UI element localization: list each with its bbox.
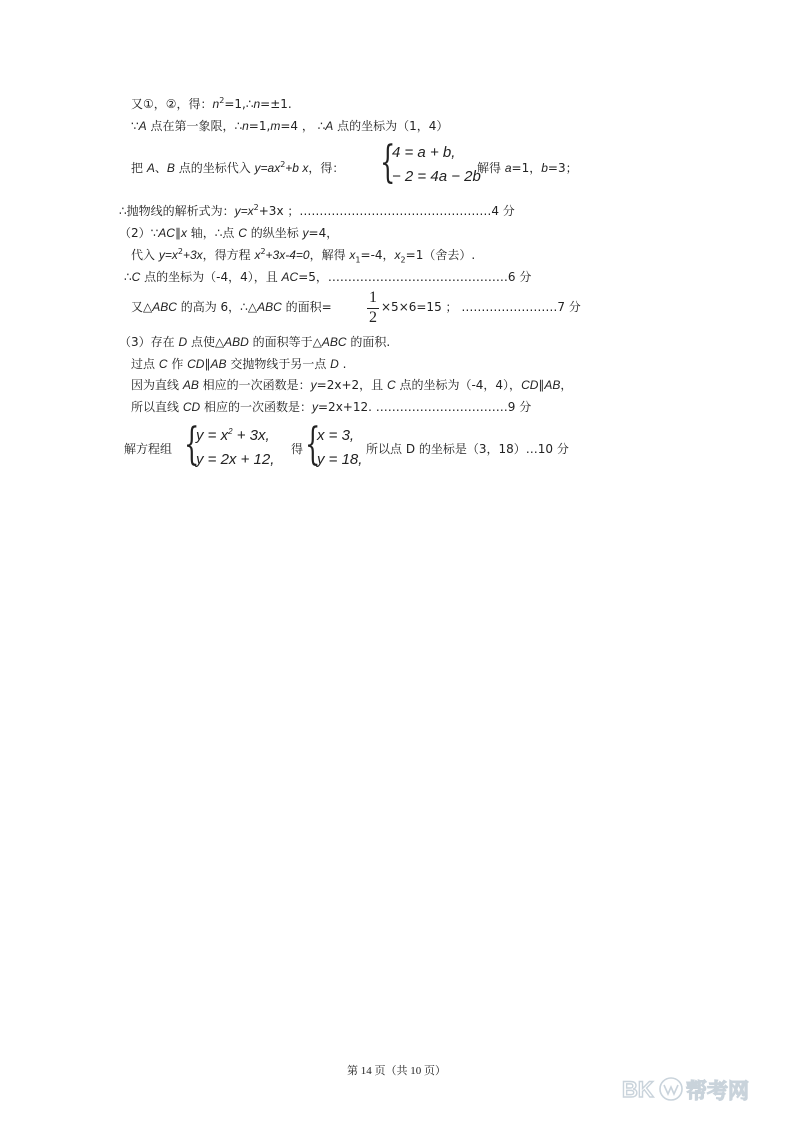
exponent: 2 xyxy=(253,203,259,212)
var: ABC xyxy=(152,300,177,314)
formula: y=x xyxy=(234,204,254,218)
text: ，得方程 xyxy=(202,248,255,262)
var: C xyxy=(386,378,396,392)
var: C xyxy=(158,357,168,371)
var: x xyxy=(349,248,356,262)
var: y xyxy=(312,400,318,414)
equation-row xyxy=(196,427,270,444)
solution-line-3-result xyxy=(477,160,578,176)
text: =1, xyxy=(248,119,271,133)
text: 的面积等于△ xyxy=(248,335,322,349)
solution-line-2 xyxy=(131,118,448,134)
text: 解方程组 xyxy=(124,442,173,456)
var: n xyxy=(242,119,249,133)
text: 作 xyxy=(167,357,188,371)
var: x xyxy=(394,248,401,262)
text: =4 ， ∴ xyxy=(280,119,326,133)
exponent: 2 xyxy=(260,247,266,256)
text: ∴抛物线的解析式为： xyxy=(119,204,235,218)
var: CD xyxy=(187,357,205,371)
text: 过点 xyxy=(131,357,159,371)
var: ABD xyxy=(224,335,249,349)
text: 解得 xyxy=(477,161,505,175)
solution-line-5 xyxy=(119,225,338,241)
text: ∥ xyxy=(204,357,211,371)
var: B xyxy=(166,161,175,175)
text: 的面积= xyxy=(281,300,332,314)
var: y xyxy=(302,226,309,240)
formula: x xyxy=(254,248,261,262)
text: 又△ xyxy=(131,300,153,314)
text: 点的坐标为（-4，4），且 xyxy=(140,270,282,284)
exponent: 2 xyxy=(228,427,233,436)
text: =2x+12. ……………………………9 分 xyxy=(318,400,532,414)
solution-line-8-tail xyxy=(381,299,581,315)
var: A xyxy=(146,161,155,175)
formula: y=ax xyxy=(254,161,281,175)
text: 的纵坐标 xyxy=(246,226,303,240)
page-number: 第 14 页（共 10 页） xyxy=(347,1065,446,1077)
text: （3）存在 xyxy=(119,335,179,349)
equation-row: y = 18, xyxy=(317,451,363,468)
var: C xyxy=(131,270,141,284)
text: =2x+2，且 xyxy=(316,378,387,392)
solution-line-6 xyxy=(131,247,475,263)
var: ABC xyxy=(321,335,347,349)
text: 把 xyxy=(131,161,147,175)
text: 交抛物线于另一点 xyxy=(226,357,331,371)
text: ，解得 xyxy=(309,248,350,262)
text: ，得： xyxy=(308,161,345,175)
text: =4， xyxy=(308,226,339,240)
solution-line-9 xyxy=(119,334,390,350)
var: AB xyxy=(544,378,561,392)
equation-part: + 3x, xyxy=(232,427,270,444)
text: 轴，∴点 xyxy=(186,226,239,240)
text: 的高为 6，∴△ xyxy=(176,300,258,314)
formula: +b x xyxy=(285,161,309,175)
formula: y=x xyxy=(158,248,178,262)
text: 点的坐标为（1，4） xyxy=(333,119,449,133)
text: 点使△ xyxy=(187,335,225,349)
text: =-4， xyxy=(360,248,395,262)
text: =3； xyxy=(547,161,578,175)
watermark-logo xyxy=(622,1072,772,1106)
fraction-one-half xyxy=(367,289,379,329)
text: ∵ xyxy=(131,119,139,133)
left-brace: { xyxy=(184,419,200,470)
text: 点的坐标为（-4，4）， xyxy=(395,378,522,392)
var: D xyxy=(330,357,339,371)
exponent: 2 xyxy=(177,247,183,256)
var: AC xyxy=(158,226,175,240)
watermark-w-icon xyxy=(664,1085,678,1094)
equation-part: y = x xyxy=(196,427,229,444)
text: . xyxy=(338,357,347,371)
var: AB xyxy=(182,378,199,392)
var: C xyxy=(238,226,247,240)
text: ， xyxy=(560,378,573,392)
subscript: 2 xyxy=(400,255,406,265)
exponent: 2 xyxy=(280,160,286,169)
equation-system-3 xyxy=(305,419,365,475)
text: 相应的一次函数是： xyxy=(200,400,312,414)
formula: +3x xyxy=(182,248,203,262)
var: AC xyxy=(281,270,299,284)
text: 相应的一次函数是： xyxy=(198,378,311,392)
watermark-brand-text: BK xyxy=(622,1077,654,1102)
numerator: 1 xyxy=(369,289,377,306)
text: =1,∴ xyxy=(224,97,254,111)
watermark-cn-text: 帮考网 xyxy=(686,1079,749,1103)
left-brace: { xyxy=(305,419,321,470)
text: =±1. xyxy=(260,97,292,111)
solution-line-3 xyxy=(131,160,344,176)
text: 点的坐标代入 xyxy=(174,161,255,175)
text: ；…………………………………………4 分 xyxy=(283,204,515,218)
text: 代入 xyxy=(131,248,159,262)
text: =1（舍去）. xyxy=(405,248,476,262)
denominator: 2 xyxy=(369,309,377,326)
var: D xyxy=(178,335,188,349)
exponent: 2 xyxy=(219,96,225,105)
text: 的面积. xyxy=(346,335,391,349)
text: =5，………………………………………6 分 xyxy=(298,270,532,284)
equation-row: 4 = a + b, xyxy=(392,144,456,161)
text: =1， xyxy=(511,161,542,175)
subscript: 1 xyxy=(355,255,361,265)
left-brace: { xyxy=(380,137,396,188)
text: 得 xyxy=(291,442,304,456)
solution-line-4 xyxy=(119,203,515,219)
text: 又①，②，得： xyxy=(131,97,213,111)
var: A xyxy=(138,119,147,133)
formula: +3x-4=0 xyxy=(265,248,310,262)
solution-line-11 xyxy=(131,377,572,393)
formula: +3x xyxy=(258,204,284,218)
solution-line-1 xyxy=(131,96,292,112)
var: A xyxy=(325,119,334,133)
var: CD xyxy=(182,400,201,414)
var: CD xyxy=(521,378,539,392)
var: m xyxy=(270,119,281,133)
var: b xyxy=(541,161,548,175)
text: 因为直线 xyxy=(131,378,183,392)
text: ∴ xyxy=(124,270,132,284)
var: y xyxy=(310,378,317,392)
var: a xyxy=(504,161,512,175)
var: x xyxy=(180,226,187,240)
solution-line-12 xyxy=(131,399,531,415)
text: ×5×6=15 ； ……………………7 分 xyxy=(381,300,581,314)
text: 点在第一象限，∴ xyxy=(146,119,243,133)
solution-line-7 xyxy=(124,269,531,285)
var: n xyxy=(212,97,220,111)
text: 所以直线 xyxy=(131,400,183,414)
solution-line-10 xyxy=(131,356,346,372)
var: ABC xyxy=(257,300,282,314)
text: （2）∵ xyxy=(119,226,159,240)
var: n xyxy=(253,97,261,111)
solution-line-13-result xyxy=(366,441,569,457)
var: AB xyxy=(210,357,227,371)
solution-line-13-get xyxy=(291,441,303,457)
text: 、 xyxy=(154,161,167,175)
text: 所以点 D 的坐标是（3，18）…10 分 xyxy=(366,442,569,456)
text: ∥ xyxy=(538,378,545,392)
equation-row: x = 3, xyxy=(317,427,355,444)
solution-line-8 xyxy=(131,299,332,315)
equation-system-1 xyxy=(380,137,481,191)
watermark-logo-graphic xyxy=(622,1072,772,1106)
solution-line-13-label xyxy=(124,441,172,457)
text: ∥ xyxy=(174,226,181,240)
equation-system-2 xyxy=(184,419,284,475)
equation-row: − 2 = 4a − 2b xyxy=(392,168,481,185)
equation-row: y = 2x + 12, xyxy=(196,451,275,468)
